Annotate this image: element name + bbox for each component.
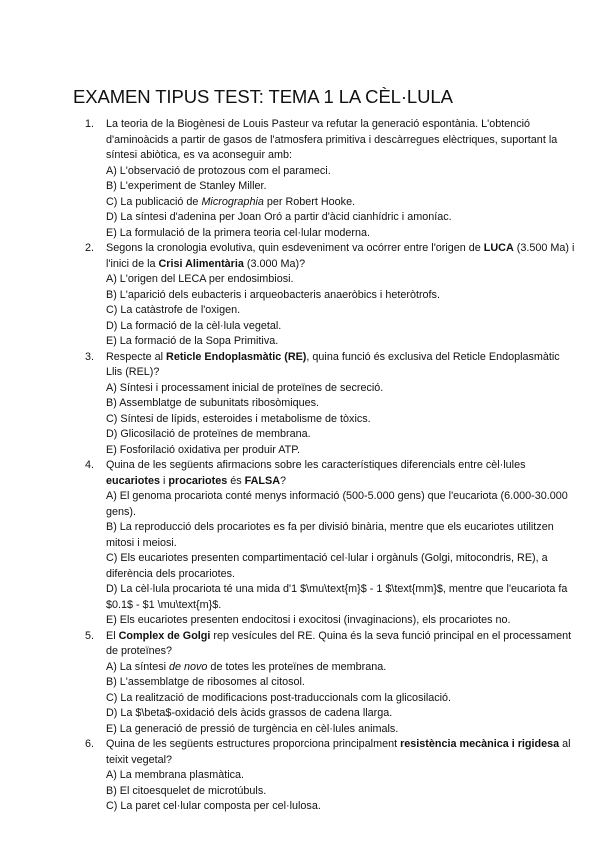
question-number: 4. bbox=[85, 459, 95, 471]
question-number: 5. bbox=[85, 629, 95, 642]
option-a: A) L'observació de protozous com el parameci. bbox=[106, 164, 331, 177]
option-a: A) El genoma procariota conté menys informació (500-5.000 gens) que l'eucariota (6.000-30.000 gens). bbox=[106, 490, 568, 518]
question-number: 2. bbox=[85, 242, 95, 254]
question-3 bbox=[85, 350, 576, 459]
question-1 bbox=[85, 117, 576, 241]
question-number: 6. bbox=[85, 738, 95, 750]
question-list bbox=[85, 117, 576, 815]
option-e: E) Els eucariotes presenten endocitosi i exocitosi (invaginacions), els procariotes no. bbox=[106, 614, 511, 626]
question-stem: Respecte al Reticle Endoplasmàtic (RE), quina funció és exclusiva del Reticle Endoplasmàtic Llis (REL)? bbox=[106, 350, 560, 378]
question-stem: Segons la cronologia evolutiva, quin esdeveniment va ocórrer entre l'origen de LUCA (3.500 Ma) i l'inici de la Crisi Alimentària (3.000 Ma)? bbox=[106, 242, 575, 270]
question-4 bbox=[85, 458, 576, 629]
option-e: E) Fosforilació oxidativa per produir ATP. bbox=[106, 443, 301, 456]
option-d: D) Glicosilació de proteïnes de membrana. bbox=[106, 428, 311, 440]
option-c: C) La realització de modificacions post-traduccionals com la glicosilació. bbox=[106, 691, 452, 704]
option-c: C) La catàstrofe de l'oxigen. bbox=[106, 304, 241, 316]
question-stem: El Complex de Golgi rep vesícules del RE. Quina és la seva funció principal en el processament de proteïnes? bbox=[106, 629, 572, 657]
question-6 bbox=[85, 737, 576, 815]
option-b: B) Assemblatge de subunitats ribosòmiques. bbox=[106, 397, 320, 409]
option-a: A) La membrana plasmàtica. bbox=[106, 769, 245, 781]
option-a: A) Síntesi i processament inicial de proteïnes de secreció. bbox=[106, 381, 384, 394]
page-title: EXAMEN TIPUS TEST: TEMA 1 LA CÈL·LULA bbox=[73, 86, 453, 107]
question-stem: Quina de les següents estructures proporciona principalment resistència mecànica i rigidesa al teixit vegetal? bbox=[106, 738, 571, 766]
option-e: E) La generació de pressió de turgència en cèl·lules animals. bbox=[106, 722, 399, 735]
option-a: A) L'origen del LECA per endosimbiosi. bbox=[106, 273, 294, 285]
option-c: C) La publicació de Micrographia per Robert Hooke. bbox=[106, 195, 356, 208]
option-b: B) La reproducció dels procariotes es fa per divisió binària, mentre que els eucariotes utilitzen mitosi i meiosi. bbox=[106, 521, 554, 549]
option-b: B) L'assemblatge de ribosomes al citosol. bbox=[106, 676, 305, 688]
option-b: B) L'aparició dels eubacteris i arqueobacteris anaeròbics i heteròtrofs. bbox=[106, 288, 440, 301]
option-a: A) La síntesi de novo de totes les proteïnes de membrana. bbox=[106, 660, 387, 673]
option-c: C) La paret cel·lular composta per cel·lulosa. bbox=[106, 800, 321, 812]
option-d: D) La síntesi d'adenina per Joan Oró a partir d'àcid cianhídric i amoníac. bbox=[106, 211, 452, 223]
option-d: D) La formació de la cèl·lula vegetal. bbox=[106, 319, 282, 332]
option-c: C) Els eucariotes presenten compartimentació cel·lular i orgànuls (Golgi, mitocondris, RE), a diferència dels procariotes. bbox=[106, 552, 548, 580]
option-c: C) Síntesi de lípids, esteroides i metabolisme de tòxics. bbox=[106, 412, 371, 425]
option-d: D) La $\beta$-oxidació dels àcids grassos de cadena llarga. bbox=[106, 707, 393, 719]
option-e: E) La formació de la Sopa Primitiva. bbox=[106, 335, 279, 347]
option-e: E) La formulació de la primera teoria cel·lular moderna. bbox=[106, 226, 371, 239]
question-number: 3. bbox=[85, 350, 95, 363]
question-5 bbox=[85, 629, 576, 738]
question-stem: Quina de les següents afirmacions sobre les característiques diferencials entre cèl·lules eucariotes i procariotes és FALSA? bbox=[106, 459, 526, 487]
option-d: D) La cèl·lula procariota té una mida d'1 $\mu\text{m}$ - 1 $\text{mm}$, mentre que l'eucariota fa $0.1$ - $1 \mu\text{m}$. bbox=[106, 583, 568, 611]
question-stem: La teoria de la Biogènesi de Louis Pasteur va refutar la generació espontània. L'obtenció d'aminoàcids a partir de gasos de l'atmosfera primitiva i descàrregues elèctriques, suportant la síntesi abiòtica, es va aconseguir amb: bbox=[106, 118, 558, 161]
option-b: B) L'experiment de Stanley Miller. bbox=[106, 180, 267, 192]
question-number: 1. bbox=[85, 118, 95, 130]
option-b: B) El citoesquelet de microtúbuls. bbox=[106, 784, 267, 797]
question-2 bbox=[85, 241, 576, 350]
